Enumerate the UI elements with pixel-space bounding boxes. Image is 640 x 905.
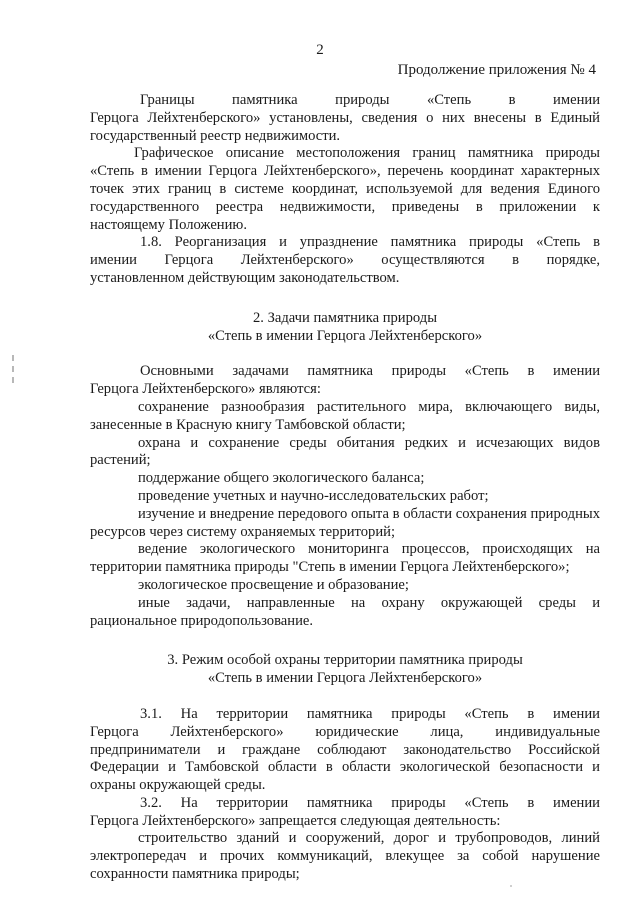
- paragraph-1-rest: Герцога Лейхтенберского» установлены, сведения о них внесены в Единый государственный реестр недвижимости.: [90, 109, 600, 144]
- task-item: сохранение разнообразия растительного мира, включающего виды, занесенные в Красную книгу Тамбовской области;: [90, 398, 600, 433]
- appendix-continuation-header: Продолжение приложения № 4: [397, 62, 596, 78]
- paragraph-2-line-1: Графическое описание местоположения границ памятника природы: [134, 145, 600, 162]
- prohibited-activity-item: строительство зданий и сооружений, дорог и трубопроводов, линий электропередач и прочих коммуникаций, влекущее за собой нарушение сохранности памятника природы;: [90, 830, 600, 883]
- section-3-title: 3. Режим особой охраны территории памятника природы: [167, 652, 523, 669]
- task-item: экологическое просвещение и образование;: [138, 576, 409, 593]
- section-2-subtitle: «Степь в имении Герцога Лейхтенберского»: [207, 327, 483, 344]
- clause-3-1-line-2: Герцога Лейхтенберского» юридические лица, индивидуальные: [90, 723, 600, 740]
- task-item: иные задачи, направленные на охрану окружающей среды и рациональное природопользование.: [90, 594, 600, 629]
- page-number: 2: [316, 42, 324, 58]
- section-2-intro-line-2: Герцога Лейхтенберского» являются:: [90, 381, 321, 398]
- clause-3-2-line-1: 3.2. На территории памятника природы «Степь в имении: [140, 794, 600, 811]
- paragraph-3-line-3: установленном действующим законодательством.: [90, 269, 400, 286]
- task-item: охрана и сохранение среды обитания редких и исчезающих видов растений;: [90, 434, 600, 469]
- clause-3-2-line-2: Герцога Лейхтенберского» запрещается следующая деятельность:: [90, 812, 501, 829]
- paragraph-3-line-2: имении Герцога Лейхтенберского» осуществляются в порядке,: [90, 252, 600, 269]
- paragraph-1-line-1: Границы памятника природы «Степь в имении: [140, 92, 600, 108]
- task-item: изучение и внедрение передового опыта в области сохранения природных ресурсов через систему охраняемых территорий;: [90, 505, 600, 540]
- task-item: проведение учетных и научно-исследовательских работ;: [138, 487, 489, 504]
- paragraph-3-line-1: 1.8. Реорганизация и упразднение памятника природы «Степь в: [140, 234, 600, 251]
- paragraph-2-rest: «Степь в имении Герцога Лейхтенберского», перечень координат характерных точек этих границ в системе координат, используемой для ведения Единого государственного реестра недвижимости, приведены в приложении к настоящему Положению.: [90, 163, 600, 233]
- clause-3-1-rest: предприниматели и граждане соблюдают законодательство Российской Федерации и Тамбовской области в области экологической безопасности и охраны окружающей среды.: [90, 741, 600, 794]
- task-item: ведение экологического мониторинга процессов, происходящих на территории памятника природы "Степь в имении Герцога Лейхтенберского»;: [90, 541, 600, 576]
- clause-3-1-line-1: 3.1. На территории памятника природы «Степь в имении: [140, 705, 600, 722]
- section-2-intro-line-1: Основными задачами памятника природы «Степь в имении: [140, 363, 600, 380]
- scan-speck: [510, 885, 512, 887]
- margin-marks: [10, 352, 16, 398]
- task-item: поддержание общего экологического баланса;: [138, 470, 425, 487]
- section-3-subtitle: «Степь в имении Герцога Лейхтенберского»: [207, 670, 483, 687]
- document-body: [90, 92, 600, 884]
- section-2-title: 2. Задачи памятника природы: [252, 309, 438, 326]
